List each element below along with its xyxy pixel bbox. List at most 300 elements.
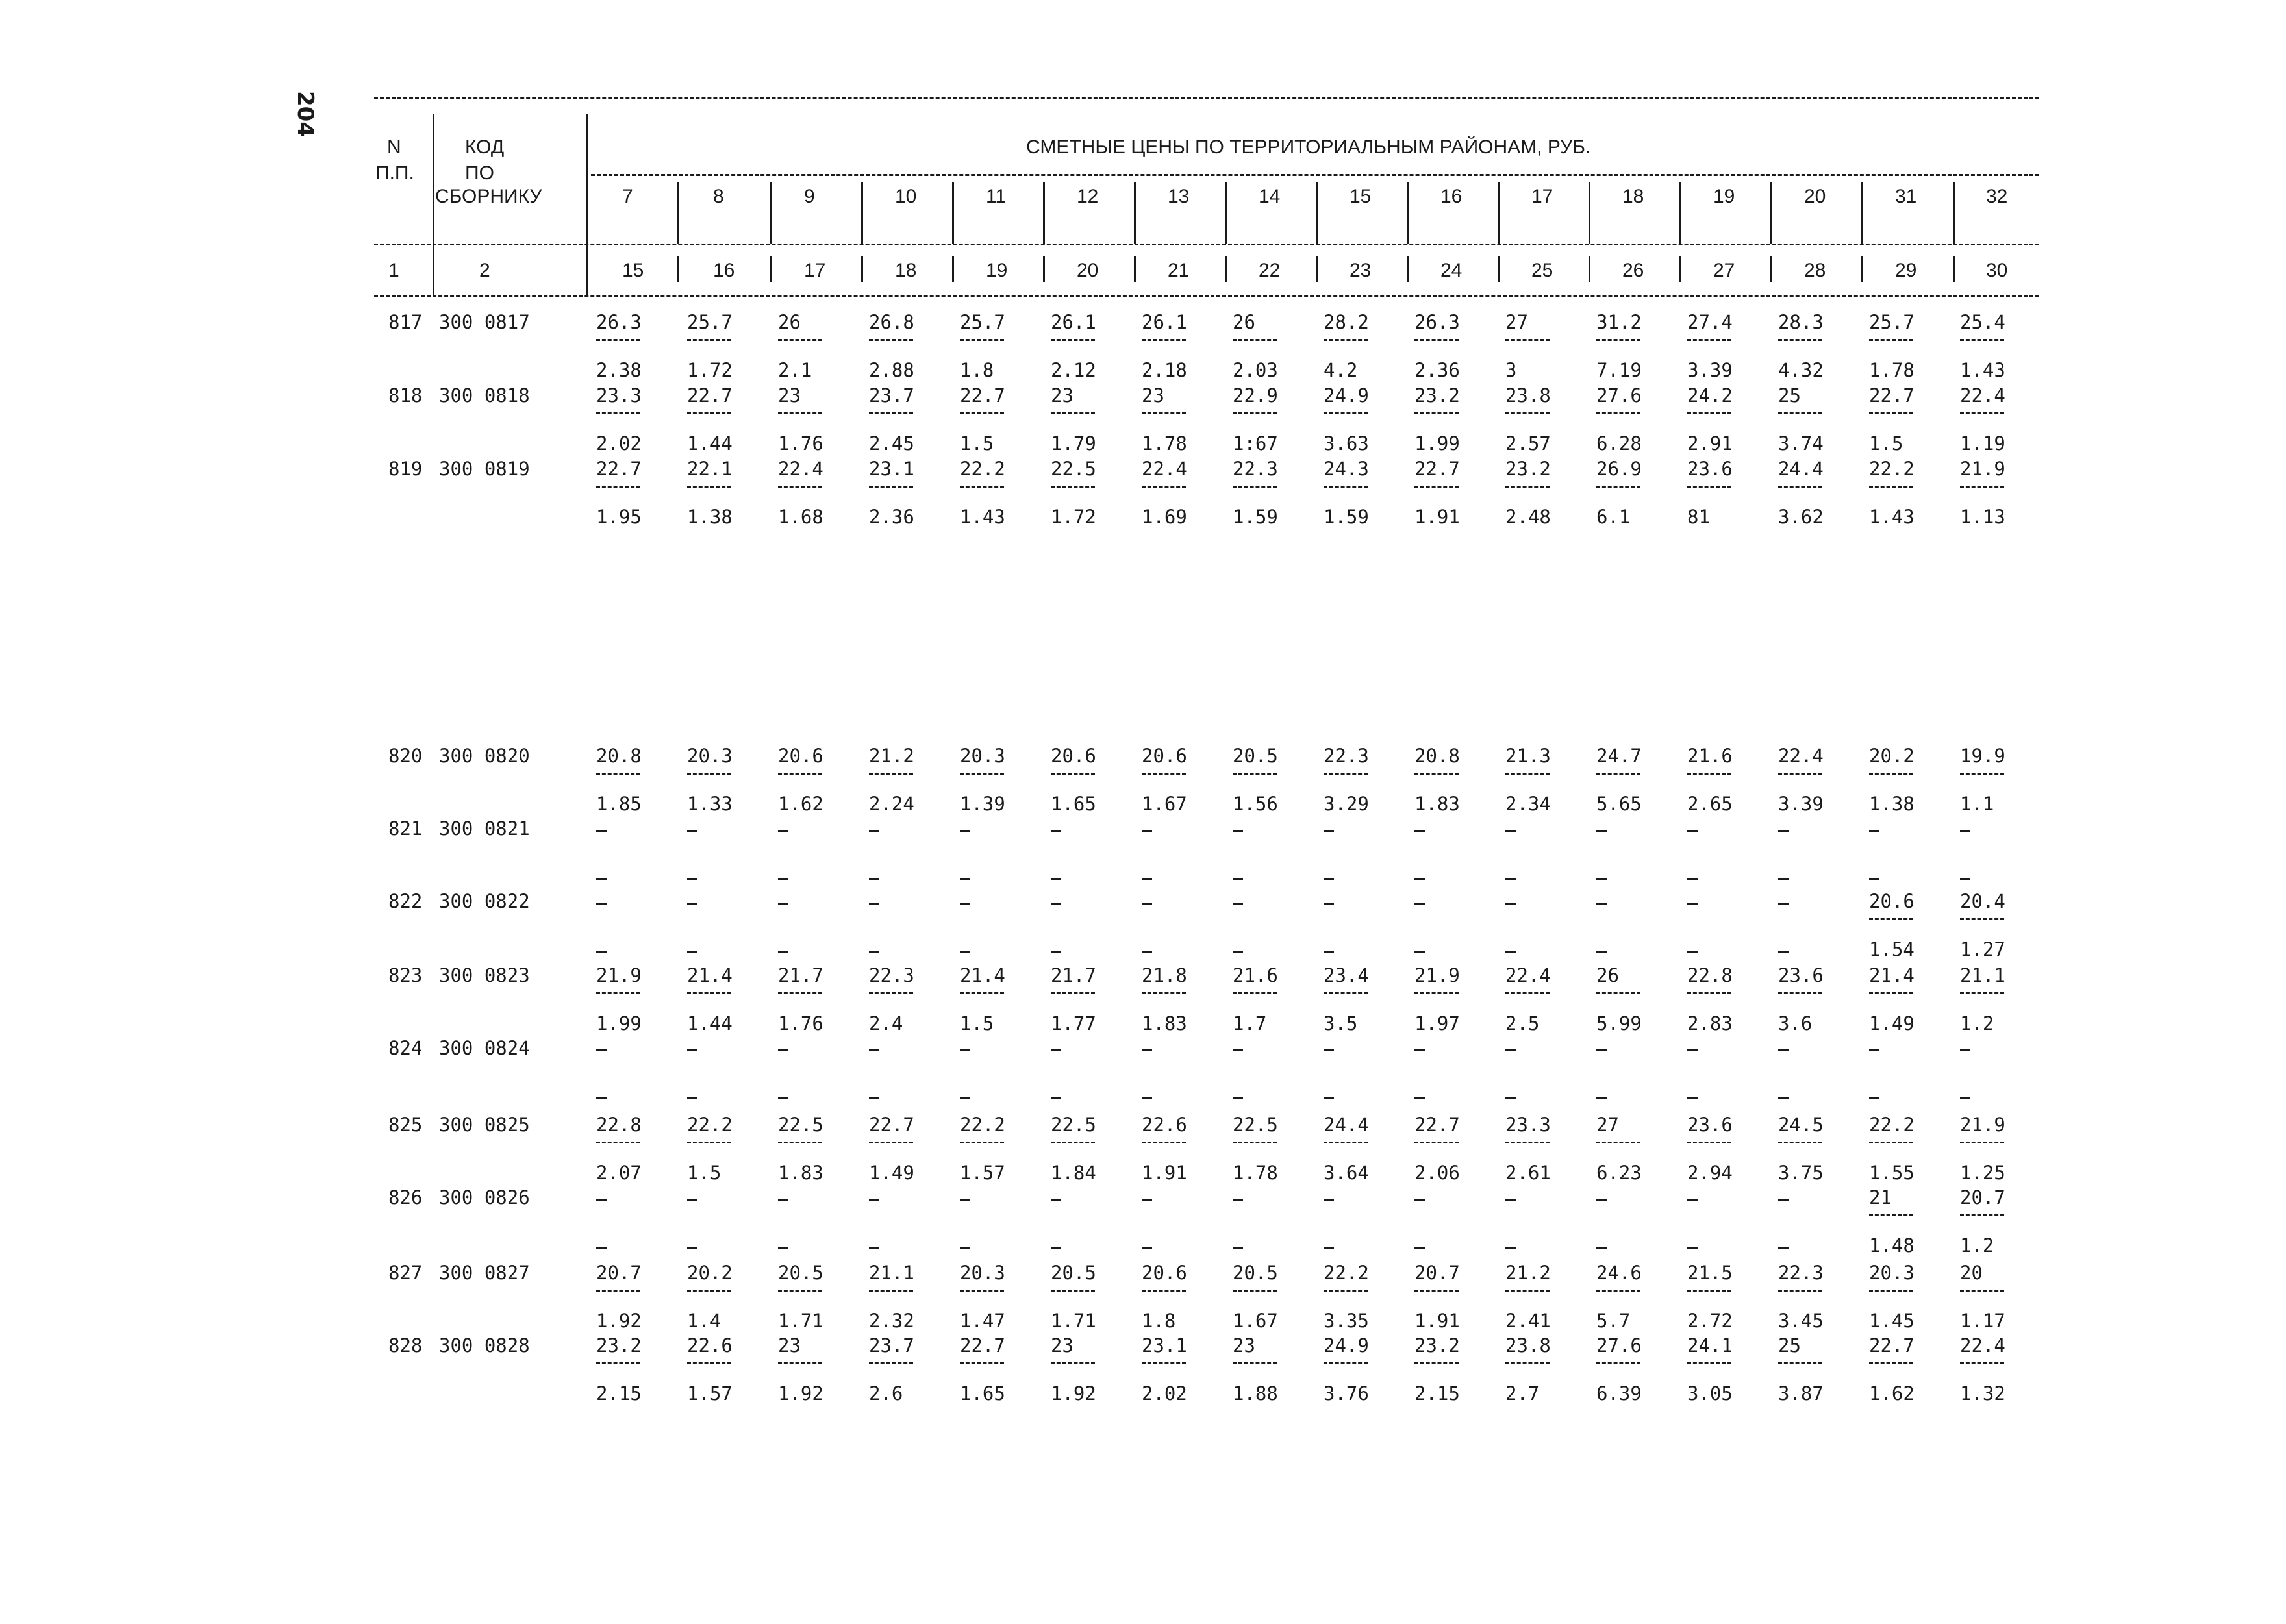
price-value: 2.83	[1687, 1012, 1733, 1034]
price-value: 24.9	[1324, 384, 1369, 406]
district-divider	[1589, 182, 1590, 244]
column-number-divider	[1953, 256, 1955, 282]
no-value-mark	[1233, 903, 1243, 905]
price-value: 27.4	[1687, 311, 1733, 333]
fraction-bar	[778, 992, 822, 994]
fraction-bar	[1505, 1362, 1550, 1364]
fraction-bar	[1233, 486, 1277, 488]
fraction-bar	[778, 1290, 822, 1292]
no-value-mark	[1778, 1247, 1789, 1249]
fraction-bar	[960, 486, 1004, 488]
price-value: 2.5	[1505, 1012, 1540, 1034]
no-value-mark	[1233, 1199, 1243, 1201]
price-value: 23	[778, 1334, 801, 1356]
fraction-bar	[1233, 992, 1277, 994]
district-divider	[1043, 182, 1045, 244]
price-value: 6.1	[1596, 506, 1631, 528]
no-value-mark	[960, 951, 970, 953]
no-value-mark	[869, 1097, 879, 1099]
fraction-bar	[596, 773, 640, 775]
price-value: 24.4	[1778, 458, 1824, 480]
price-value: 20.5	[1233, 1262, 1278, 1284]
price-value: 1.77	[1051, 1012, 1096, 1034]
price-value: 21.6	[1233, 964, 1278, 986]
price-value: 21.2	[869, 745, 914, 767]
column-number: 26	[1622, 260, 1644, 281]
no-value-mark	[1414, 1097, 1425, 1099]
price-value: 20.6	[778, 745, 823, 767]
price-value: 3.5	[1324, 1012, 1358, 1034]
price-value: 24.7	[1596, 745, 1642, 767]
no-value-mark	[960, 830, 970, 832]
fraction-bar	[596, 1290, 640, 1292]
price-value: 20.8	[1414, 745, 1460, 767]
fraction-bar	[687, 1362, 731, 1364]
no-value-mark	[1324, 830, 1334, 832]
fraction-bar	[596, 992, 640, 994]
price-value: 2.6	[869, 1382, 903, 1405]
no-value-mark	[1051, 878, 1061, 880]
fraction-bar	[1596, 486, 1640, 488]
price-value: 1.27	[1960, 938, 2005, 960]
fraction-bar	[1687, 1142, 1731, 1143]
price-value: 2.1	[778, 359, 812, 381]
fraction-bar	[1142, 992, 1186, 994]
fraction-bar	[1414, 773, 1459, 775]
no-value-mark	[778, 830, 788, 832]
price-value: 3.87	[1778, 1382, 1824, 1405]
price-value: 25.7	[960, 311, 1005, 333]
no-value-mark	[596, 1247, 607, 1249]
fraction-bar	[1869, 1142, 1913, 1143]
fraction-bar	[960, 412, 1004, 414]
column-number-divider	[1861, 256, 1863, 282]
no-value-mark	[869, 1199, 879, 1201]
price-value: 1.19	[1960, 432, 2005, 455]
fraction-bar	[1778, 1142, 1822, 1143]
no-value-mark	[1596, 878, 1607, 880]
price-value: 2.32	[869, 1310, 914, 1332]
price-value: 1.55	[1869, 1162, 1915, 1184]
no-value-mark	[1687, 1049, 1698, 1051]
price-value: 1.88	[1233, 1382, 1278, 1405]
price-value: 1.92	[778, 1382, 823, 1405]
fraction-bar	[960, 1290, 1004, 1292]
price-value: 1.17	[1960, 1310, 2005, 1332]
price-value: 1.33	[687, 793, 733, 815]
price-value: 2.02	[596, 432, 642, 455]
fraction-bar	[1324, 992, 1368, 994]
price-value: 26.3	[1414, 311, 1460, 333]
district-header: 11	[986, 186, 1007, 207]
no-value-mark	[596, 1199, 607, 1201]
price-value: 1.91	[1414, 1310, 1460, 1332]
no-value-mark	[1142, 951, 1152, 953]
price-value: 20.6	[1142, 1262, 1187, 1284]
fraction-bar	[869, 339, 913, 341]
no-value-mark	[778, 951, 788, 953]
no-value-mark	[1324, 1049, 1334, 1051]
price-value: 1.67	[1142, 793, 1187, 815]
district-divider	[1134, 182, 1136, 244]
no-value-mark	[596, 951, 607, 953]
price-value: 20.4	[1960, 890, 2005, 912]
price-value: 28.3	[1778, 311, 1824, 333]
price-value: 4.32	[1778, 359, 1824, 381]
price-value: 1.83	[778, 1162, 823, 1184]
column-number: 17	[804, 260, 826, 281]
col-code-label-3: СБОРНИКУ	[435, 186, 542, 207]
price-value: 20.3	[1869, 1262, 1915, 1284]
price-value: 1.95	[596, 506, 642, 528]
row-code: 300 0821	[439, 818, 530, 840]
price-value: 3.05	[1687, 1382, 1733, 1405]
fraction-bar	[1051, 1362, 1095, 1364]
price-value: 1.44	[687, 432, 733, 455]
row-code: 300 0819	[439, 458, 530, 480]
price-value: 21.9	[1414, 964, 1460, 986]
no-value-mark	[869, 1247, 879, 1249]
fraction-bar	[1596, 412, 1640, 414]
fraction-bar	[778, 412, 822, 414]
fraction-bar	[1142, 1142, 1186, 1143]
price-value: 6.23	[1596, 1162, 1642, 1184]
no-value-mark	[1596, 1049, 1607, 1051]
no-value-mark	[1233, 878, 1243, 880]
price-value: 6.39	[1596, 1382, 1642, 1405]
row-number: 821	[388, 818, 423, 840]
price-value: 26.8	[869, 311, 914, 333]
header-mid-rule	[374, 244, 2039, 245]
column-number: 24	[1440, 260, 1463, 281]
row-number: 824	[388, 1037, 423, 1059]
header-bottom-rule	[374, 295, 2039, 297]
price-value: 21.4	[687, 964, 733, 986]
fraction-bar	[1324, 1290, 1368, 1292]
price-value: 22.4	[1778, 745, 1824, 767]
fraction-bar	[1414, 486, 1459, 488]
row-code: 300 0826	[439, 1186, 530, 1208]
fraction-bar	[1051, 486, 1095, 488]
price-value: 23.2	[1414, 384, 1460, 406]
no-value-mark	[1596, 951, 1607, 953]
row-code: 300 0825	[439, 1114, 530, 1136]
price-value: 1.92	[1051, 1382, 1096, 1405]
fraction-bar	[1869, 486, 1913, 488]
price-value: 24.2	[1687, 384, 1733, 406]
price-value: 1.5	[1869, 432, 1903, 455]
price-value: 2.57	[1505, 432, 1551, 455]
price-value: 23.8	[1505, 384, 1551, 406]
price-value: 2.12	[1051, 359, 1096, 381]
price-value: 23.6	[1778, 964, 1824, 986]
price-value: 1.43	[1869, 506, 1915, 528]
price-value: 2.36	[869, 506, 914, 528]
price-value: 3.63	[1324, 432, 1369, 455]
no-value-mark	[1414, 1049, 1425, 1051]
no-value-mark	[960, 1199, 970, 1201]
no-value-mark	[687, 830, 697, 832]
no-value-mark	[778, 1097, 788, 1099]
price-value: 22.7	[960, 384, 1005, 406]
price-value: 1.43	[1960, 359, 2005, 381]
fraction-bar	[1596, 992, 1640, 994]
price-value: 22.9	[1233, 384, 1278, 406]
price-value: 21.7	[778, 964, 823, 986]
no-value-mark	[960, 1049, 970, 1051]
price-value: 20.3	[960, 1262, 1005, 1284]
price-value: 26.1	[1051, 311, 1096, 333]
prices-title: СМЕТНЫЕ ЦЕНЫ ПО ТЕРРИТОРИАЛЬНЫМ РАЙОНАМ, РУБ.	[1026, 136, 1591, 158]
fraction-bar	[1324, 339, 1368, 341]
fraction-bar	[1505, 773, 1550, 775]
price-value: 22.2	[1869, 458, 1915, 480]
no-value-mark	[596, 1097, 607, 1099]
price-value: 1.1	[1960, 793, 1994, 815]
fraction-bar	[596, 1362, 640, 1364]
price-value: 1.71	[1051, 1310, 1096, 1332]
no-value-mark	[1869, 830, 1879, 832]
no-value-mark	[1687, 878, 1698, 880]
column-number: 21	[1168, 260, 1190, 281]
fraction-bar	[1233, 412, 1277, 414]
fraction-bar	[1414, 339, 1459, 341]
price-value: 1.4	[687, 1310, 722, 1332]
district-header: 7	[622, 186, 633, 207]
fraction-bar	[1960, 1290, 2004, 1292]
price-value: 1.32	[1960, 1382, 2005, 1405]
fraction-bar	[778, 339, 822, 341]
price-value: 1.99	[596, 1012, 642, 1034]
price-value: 1.72	[1051, 506, 1096, 528]
price-value: 22.4	[1960, 384, 2005, 406]
district-divider	[1498, 182, 1500, 244]
price-value: 20.3	[687, 745, 733, 767]
price-value: 81	[1687, 506, 1710, 528]
district-header: 14	[1259, 186, 1281, 207]
no-value-mark	[1142, 1247, 1152, 1249]
district-header: 32	[1986, 186, 2008, 207]
no-value-mark	[1414, 878, 1425, 880]
no-value-mark	[687, 951, 697, 953]
price-value: 22.7	[869, 1114, 914, 1136]
fraction-bar	[1687, 1290, 1731, 1292]
no-value-mark	[1596, 1247, 1607, 1249]
price-value: 2.03	[1233, 359, 1278, 381]
fraction-bar	[596, 486, 640, 488]
price-value: 22.7	[960, 1334, 1005, 1356]
fraction-bar	[1687, 1362, 1731, 1364]
fraction-bar	[1324, 412, 1368, 414]
price-value: 22.2	[687, 1114, 733, 1136]
price-value: 1.72	[687, 359, 733, 381]
fraction-bar	[1869, 992, 1913, 994]
row-code: 300 0828	[439, 1334, 530, 1356]
no-value-mark	[1233, 1049, 1243, 1051]
no-value-mark	[1414, 1199, 1425, 1201]
price-value: 20.7	[1960, 1186, 2005, 1208]
price-value: 1:67	[1233, 432, 1278, 455]
price-value: 1.38	[687, 506, 733, 528]
price-value: 20.3	[960, 745, 1005, 767]
price-value: 5.7	[1596, 1310, 1631, 1332]
price-value: 3.74	[1778, 432, 1824, 455]
district-header: 19	[1713, 186, 1735, 207]
fraction-bar	[778, 773, 822, 775]
price-value: 24.6	[1596, 1262, 1642, 1284]
fraction-bar	[1233, 339, 1277, 341]
fraction-bar	[1051, 773, 1095, 775]
no-value-mark	[1051, 830, 1061, 832]
fraction-bar	[1596, 339, 1640, 341]
no-value-mark	[1051, 1199, 1061, 1201]
district-header-rule	[591, 174, 2039, 176]
fraction-bar	[960, 992, 1004, 994]
row-code: 300 0827	[439, 1262, 530, 1284]
row-number: 819	[388, 458, 423, 480]
column-number: 16	[713, 260, 735, 281]
column-number-divider	[1134, 256, 1136, 282]
price-value: 21.7	[1051, 964, 1096, 986]
price-value: 22.3	[1778, 1262, 1824, 1284]
price-value: 1.49	[869, 1162, 914, 1184]
price-value: 3.39	[1687, 359, 1733, 381]
no-value-mark	[1051, 1247, 1061, 1249]
no-value-mark	[778, 1199, 788, 1201]
no-value-mark	[1142, 878, 1152, 880]
column-number-divider	[1225, 256, 1227, 282]
no-value-mark	[1142, 1199, 1152, 1201]
price-value: 20.5	[1051, 1262, 1096, 1284]
no-value-mark	[1233, 830, 1243, 832]
no-value-mark	[596, 830, 607, 832]
price-value: 21.4	[1869, 964, 1915, 986]
fraction-bar	[1869, 412, 1913, 414]
price-value: 1.62	[778, 793, 823, 815]
row-number: 817	[388, 311, 423, 333]
no-value-mark	[1051, 1097, 1061, 1099]
price-value: 1.92	[596, 1310, 642, 1332]
fraction-bar	[1324, 773, 1368, 775]
fraction-bar	[1142, 412, 1186, 414]
district-header: 17	[1531, 186, 1553, 207]
price-value: 2.15	[596, 1382, 642, 1405]
no-value-mark	[869, 878, 879, 880]
price-value: 3.35	[1324, 1310, 1369, 1332]
price-value: 3.75	[1778, 1162, 1824, 1184]
fraction-bar	[1687, 773, 1731, 775]
fraction-bar	[1233, 1362, 1277, 1364]
no-value-mark	[1414, 903, 1425, 905]
row-code: 300 0817	[439, 311, 530, 333]
fraction-bar	[687, 412, 731, 414]
price-value: 3.6	[1778, 1012, 1813, 1034]
price-value: 24.3	[1324, 458, 1369, 480]
column-number: 15	[622, 260, 644, 281]
fraction-bar	[1051, 1290, 1095, 1292]
district-divider	[770, 182, 772, 244]
price-value: 1.25	[1960, 1162, 2005, 1184]
fraction-bar	[869, 486, 913, 488]
no-value-mark	[869, 1049, 879, 1051]
fraction-bar	[960, 773, 1004, 775]
price-value: 26	[1233, 311, 1255, 333]
fraction-bar	[1505, 1142, 1550, 1143]
price-value: 25	[1778, 384, 1801, 406]
header-divider-2	[586, 114, 588, 295]
price-value: 27.6	[1596, 1334, 1642, 1356]
price-value: 22.4	[1505, 964, 1551, 986]
price-value: 22.2	[1324, 1262, 1369, 1284]
fraction-bar	[1596, 1290, 1640, 1292]
fraction-bar	[960, 339, 1004, 341]
no-value-mark	[1687, 951, 1698, 953]
price-value: 23.2	[1414, 1334, 1460, 1356]
fraction-bar	[1869, 918, 1913, 920]
price-value: 26	[778, 311, 801, 333]
fraction-bar	[1414, 992, 1459, 994]
price-value: 1.2	[1960, 1234, 1994, 1256]
no-value-mark	[687, 1097, 697, 1099]
column-number: 18	[895, 260, 917, 281]
no-value-mark	[1324, 1247, 1334, 1249]
fraction-bar	[1596, 773, 1640, 775]
price-value: 23	[1142, 384, 1164, 406]
price-value: 26.1	[1142, 311, 1187, 333]
price-value: 22.5	[1051, 458, 1096, 480]
no-value-mark	[1596, 1199, 1607, 1201]
fraction-bar	[1687, 412, 1731, 414]
no-value-mark	[1505, 1097, 1516, 1099]
price-value: 1.76	[778, 432, 823, 455]
col-n-label: N	[387, 136, 401, 158]
no-value-mark	[778, 903, 788, 905]
fraction-bar	[1233, 1290, 1277, 1292]
price-value: 20.6	[1051, 745, 1096, 767]
district-divider	[1225, 182, 1227, 244]
price-value: 20.8	[596, 745, 642, 767]
no-value-mark	[1960, 1097, 1970, 1099]
fraction-bar	[1960, 1142, 2004, 1143]
price-value: 23.2	[596, 1334, 642, 1356]
fraction-bar	[687, 992, 731, 994]
price-value: 26.9	[1596, 458, 1642, 480]
price-value: 3.62	[1778, 506, 1824, 528]
column-number-divider	[1316, 256, 1318, 282]
district-header: 18	[1622, 186, 1644, 207]
price-value: 1.78	[1233, 1162, 1278, 1184]
row-number: 827	[388, 1262, 423, 1284]
col-n-sub-label: П.П.	[375, 162, 414, 184]
price-value: 22.2	[960, 458, 1005, 480]
price-value: 23.7	[869, 1334, 914, 1356]
price-value: 21	[1869, 1186, 1892, 1208]
no-value-mark	[1687, 1097, 1698, 1099]
price-value: 1.13	[1960, 506, 2005, 528]
price-value: 22.7	[1869, 384, 1915, 406]
fraction-bar	[1142, 339, 1186, 341]
district-header: 16	[1440, 186, 1463, 207]
no-value-mark	[1778, 1199, 1789, 1201]
fraction-bar	[960, 1142, 1004, 1143]
no-value-mark	[1233, 1247, 1243, 1249]
price-value: 23	[1051, 384, 1074, 406]
price-value: 22.2	[1869, 1114, 1915, 1136]
no-value-mark	[1505, 951, 1516, 953]
no-value-mark	[1051, 951, 1061, 953]
fraction-bar	[596, 412, 640, 414]
price-value: 3.45	[1778, 1310, 1824, 1332]
